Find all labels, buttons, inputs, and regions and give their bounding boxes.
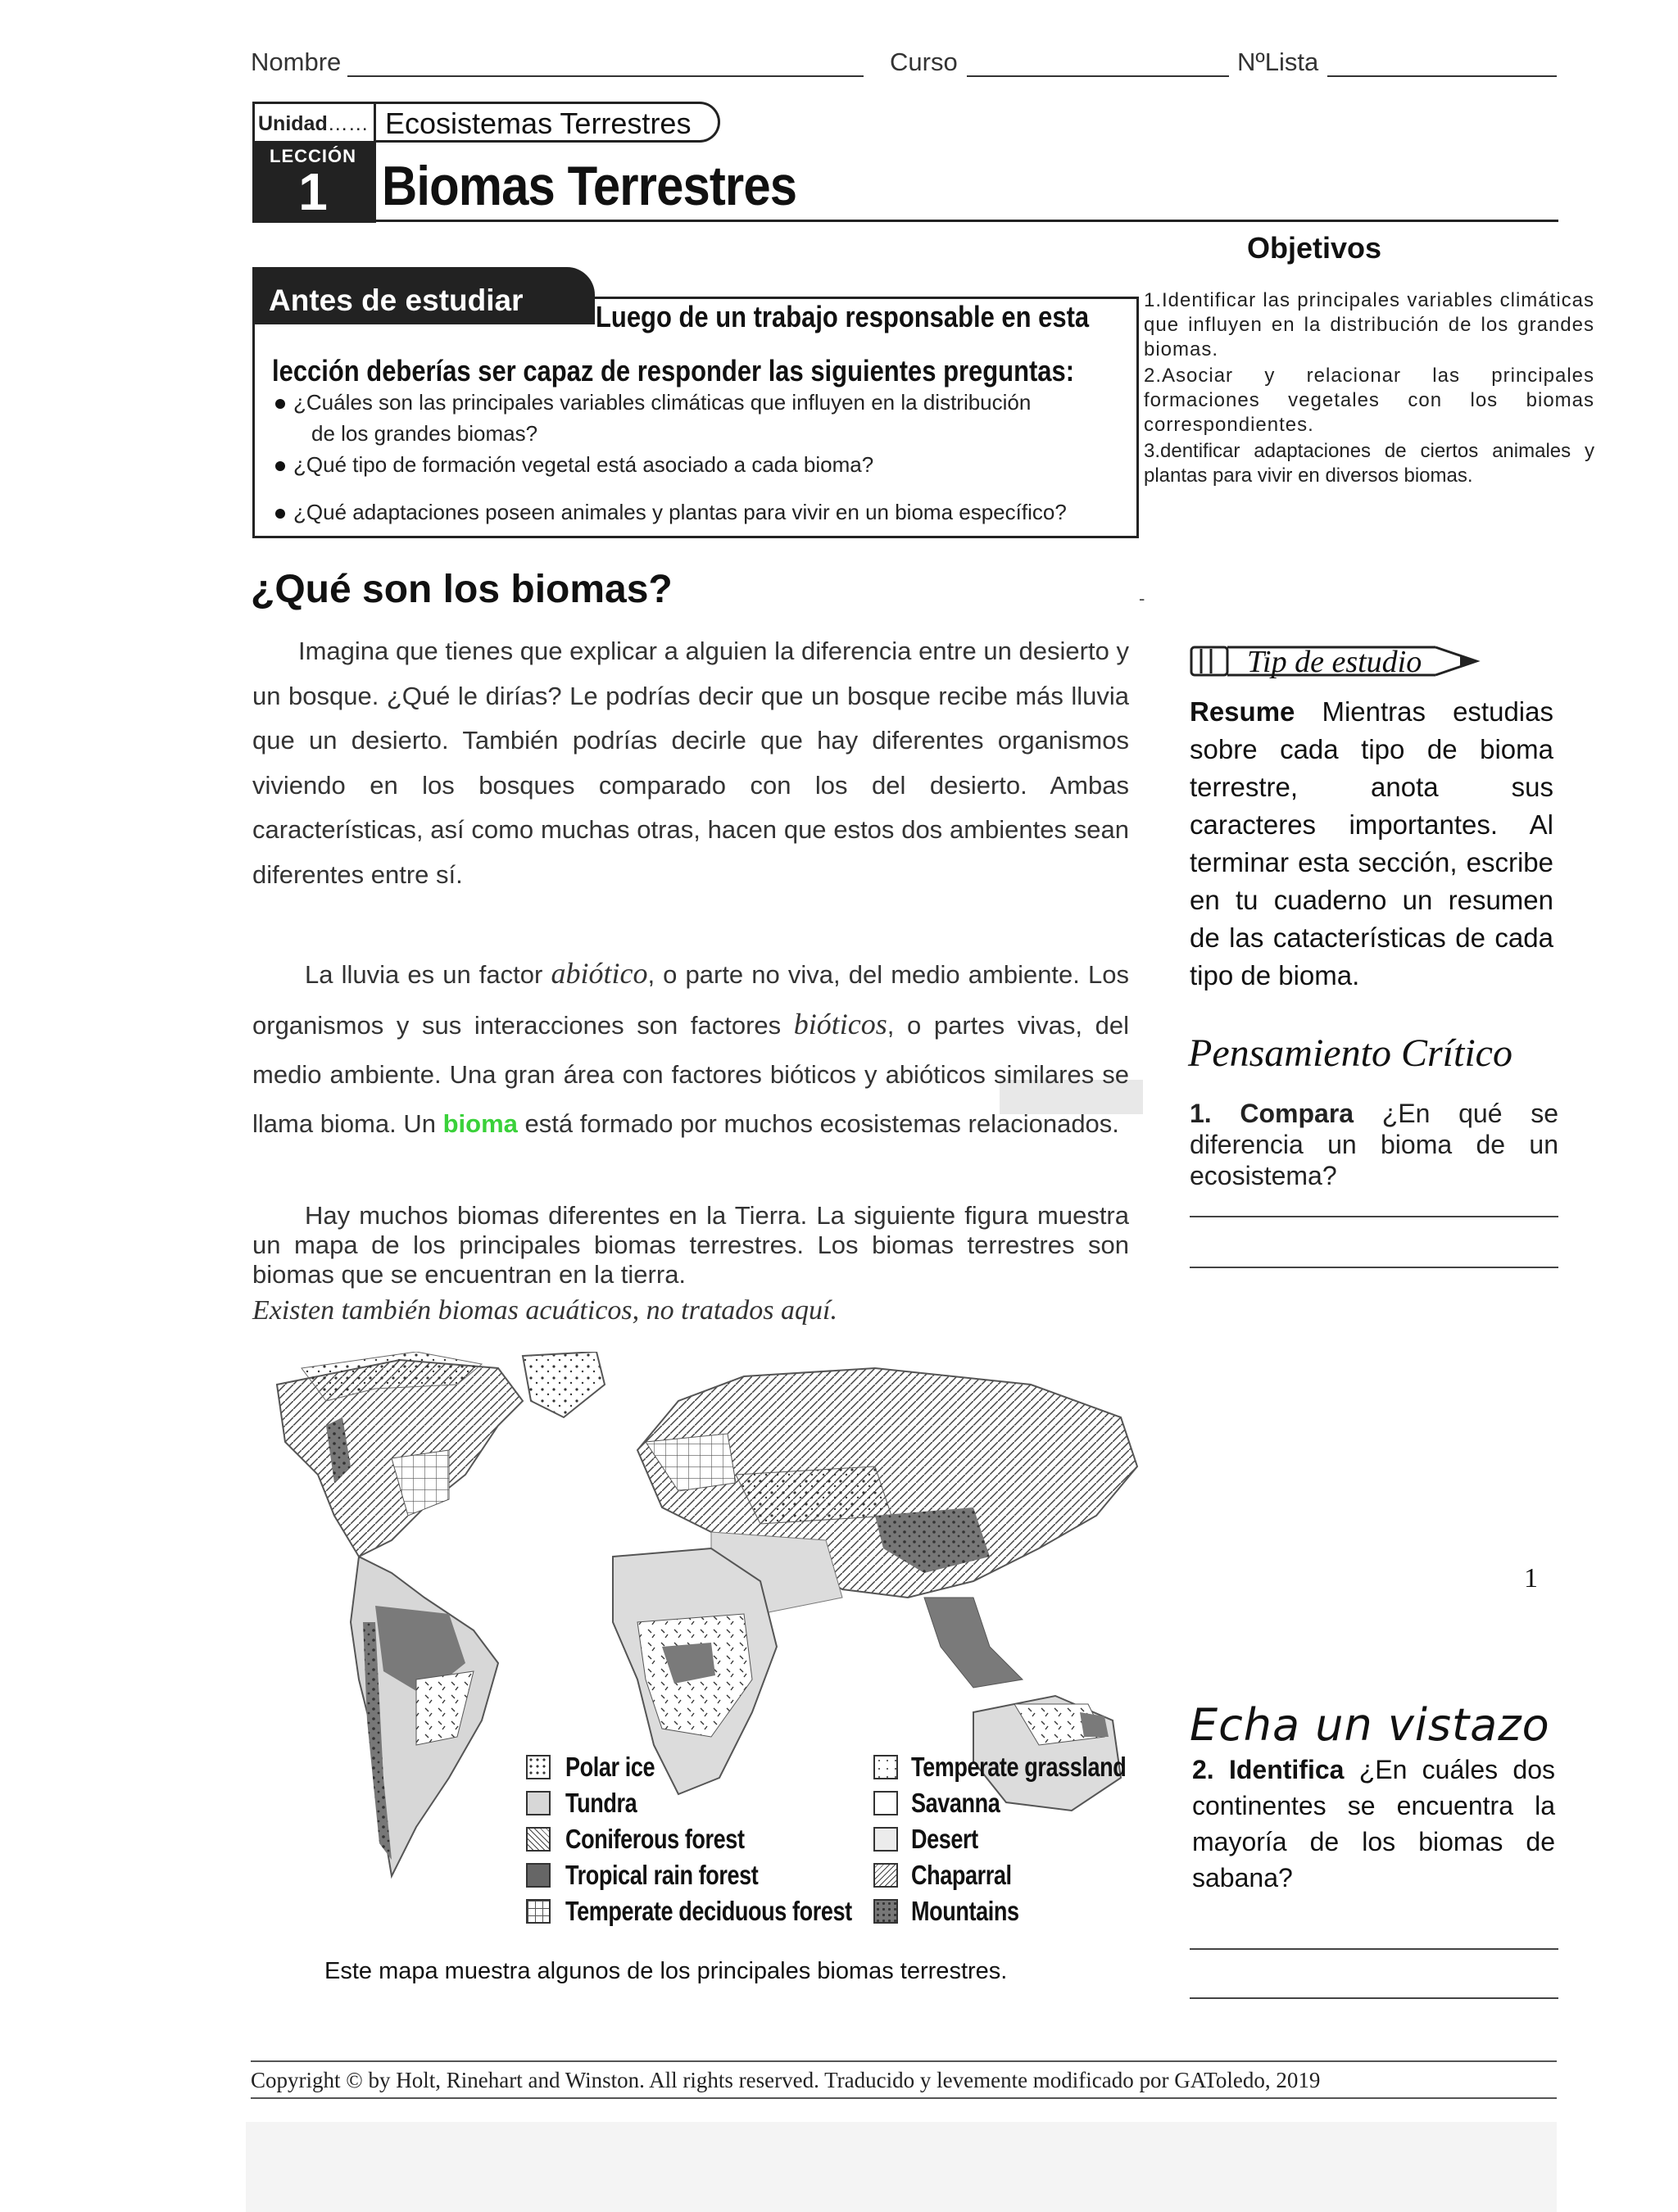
- objetivo-item: 2.Asociar y relacionar las principales formaciones vegetales con los biomas correspondientes.: [1144, 365, 1594, 436]
- section-heading: ¿Qué son los biomas?: [251, 568, 673, 611]
- answer-line-4[interactable]: [1190, 1997, 1558, 1999]
- tip-title: Tip de estudio: [1247, 645, 1422, 679]
- swatch-coniferous: [526, 1827, 551, 1852]
- answer-line-3[interactable]: [1190, 1948, 1558, 1950]
- pensamiento-critico-title: Pensamiento Crítico: [1188, 1031, 1512, 1075]
- curso-field[interactable]: [967, 75, 1229, 77]
- swatch-temperate-grassland: [873, 1755, 898, 1779]
- legend-tropical: Tropical rain forest: [565, 1860, 759, 1890]
- dash-mark: -: [1139, 588, 1145, 609]
- legend-polar-ice: Polar ice: [565, 1752, 655, 1782]
- legend-coniferous: Coniferous forest: [565, 1824, 745, 1854]
- eurasia-grassland: [736, 1466, 891, 1524]
- antes-intro-line1: Luego de un trabajo responsable en esta: [596, 300, 1090, 333]
- term-abiotico: abiótico: [551, 957, 648, 990]
- unidad-label: Unidad……: [255, 104, 374, 147]
- swatch-tundra: [526, 1791, 551, 1815]
- leccion-label: LECCIÓN: [270, 146, 356, 166]
- legend-mountains: Mountains: [911, 1896, 1019, 1926]
- legend-temperate-grassland: Temperate grassland: [911, 1752, 1127, 1782]
- nombre-label: Nombre: [251, 48, 342, 76]
- objetivos-list: [1144, 288, 1594, 490]
- paragraph-2: La lluvia es un factor abiótico, o parte no viva, del medio ambiente. Los organismos y sus interacciones son factores bióticos, o partes vivas, del medio ambiente. Una gran área con factores bióticos y abióticos similares se llama bioma. Un bioma está formado por muchos ecosistemas relacionados.: [252, 957, 1129, 1138]
- page-number: 1: [1524, 1563, 1538, 1593]
- unit-title: Ecosistemas Terrestres: [385, 107, 692, 140]
- antes-question-1-cont: de los grandes biomas?: [311, 421, 538, 446]
- page-bottom-band: [246, 2122, 1557, 2212]
- objetivo-item: 1.Identificar las principales variables climáticas que influyen en la distribución de los grandes biomas.: [1144, 289, 1594, 360]
- answer-line-1[interactable]: [1190, 1216, 1558, 1217]
- legend-desert: Desert: [911, 1824, 978, 1854]
- bullet-icon: [275, 509, 285, 519]
- lesson-title: Biomas Terrestres: [382, 155, 797, 217]
- title-rule: [374, 220, 1558, 222]
- paragraph-3-italic: Existen también biomas acuáticos, no tratados aquí.: [252, 1295, 837, 1326]
- lista-field[interactable]: [1327, 75, 1557, 77]
- southeast-asia-rainforest: [924, 1598, 1023, 1688]
- bullet-icon: [275, 399, 285, 409]
- compara-lead: Compara: [1240, 1099, 1354, 1128]
- question-identifica: 2. Identifica ¿En cuáles dos continentes se encuentra la mayoría de los biomas de sabana?: [1192, 1755, 1555, 1892]
- swatch-chaparral: [873, 1863, 898, 1888]
- swatch-polar-ice: [526, 1755, 551, 1779]
- legend-chaparral: Chaparral: [911, 1860, 1012, 1890]
- australia-rainforest: [1080, 1712, 1109, 1737]
- identifica-lead: Identifica: [1228, 1755, 1345, 1784]
- tip-body: Resume Mientras estudias sobre cada tipo de bioma terrestre, anota sus caracteres importantes. Al terminar esta sección, escribe en tu cuaderno un resumen de las catacterísticas de cada tipo de bioma.: [1190, 696, 1553, 990]
- antes-question-3: ¿Qué adaptaciones poseen animales y plantas para vivir en un bioma específico?: [275, 500, 1067, 525]
- question-compara: 1. Compara ¿En qué se diferencia un bioma de un ecosistema?: [1190, 1099, 1559, 1190]
- antes-question-2: ¿Qué tipo de formación vegetal está asociado a cada bioma?: [275, 452, 873, 478]
- paragraph-1: Imagina que tienes que explicar a alguien la diferencia entre un desierto y un bosque. ¿Qué le dirías? Le podrías decir que un bosque recibe más lluvia que un desierto. También podrías decirle que hay diferentes organismos viviendo en los bosques comparado con los del desierto. Ambas características, así como muchas otras, hacen que estos dos ambientes sean diferentes entre sí.: [252, 637, 1129, 889]
- map-caption: Este mapa muestra algunos de los principales biomas terrestres.: [324, 1958, 1008, 1984]
- objetivo-item: 3.dentificar adaptaciones de ciertos animales y plantas para vivir en diversos biomas.: [1144, 440, 1594, 487]
- swatch-desert: [873, 1827, 898, 1852]
- bullet-icon: [275, 461, 285, 471]
- antes-tab: Antes de estudiar: [252, 267, 595, 324]
- objetivos-title: Objetivos: [1247, 231, 1382, 265]
- swatch-tropical: [526, 1863, 551, 1888]
- antes-intro-line2: lección deberías ser capaz de responder las siguientes preguntas:: [272, 354, 1075, 388]
- copyright-footer: Copyright © by Holt, Rinehart and Winston. All rights reserved. Traducido y levemente modificado por GAToledo, 2019: [251, 2068, 1321, 2092]
- term-bioma: bioma: [442, 1109, 518, 1138]
- greenland-ice: [523, 1352, 605, 1417]
- swatch-temperate-deciduous: [526, 1899, 551, 1924]
- footer-rule-bottom: [251, 2097, 1557, 2099]
- curso-label: Curso: [890, 48, 958, 76]
- leccion-number: 1: [298, 162, 328, 221]
- antes-question-1: ¿Cuáles son las principales variables climáticas que influyen en la distribución: [275, 390, 1031, 415]
- footer-rule-top: [251, 2060, 1557, 2062]
- answer-line-2[interactable]: [1190, 1267, 1558, 1268]
- legend-tundra: Tundra: [565, 1788, 637, 1818]
- swatch-savanna: [873, 1791, 898, 1815]
- tip-lead: Resume: [1190, 696, 1295, 727]
- nombre-field[interactable]: [347, 75, 864, 77]
- echa-un-vistazo-title: Echa un vistazo: [1190, 1699, 1550, 1751]
- term-bioticos: bióticos: [793, 1008, 887, 1040]
- leccion-block: [252, 141, 374, 223]
- lista-label: NºLista: [1237, 48, 1319, 76]
- swatch-mountains: [873, 1899, 898, 1924]
- legend-temperate-deciduous: Temperate deciduous forest: [565, 1896, 852, 1926]
- legend-savanna: Savanna: [911, 1788, 1000, 1818]
- paragraph-3: Hay muchos biomas diferentes en la Tierra. La siguiente figura muestra un mapa de los principales biomas terrestres. Los biomas terrestres son biomas que se encuentran en la tierra. Existen también biomas acuáticos, no tratados aquí.: [252, 1201, 1129, 1332]
